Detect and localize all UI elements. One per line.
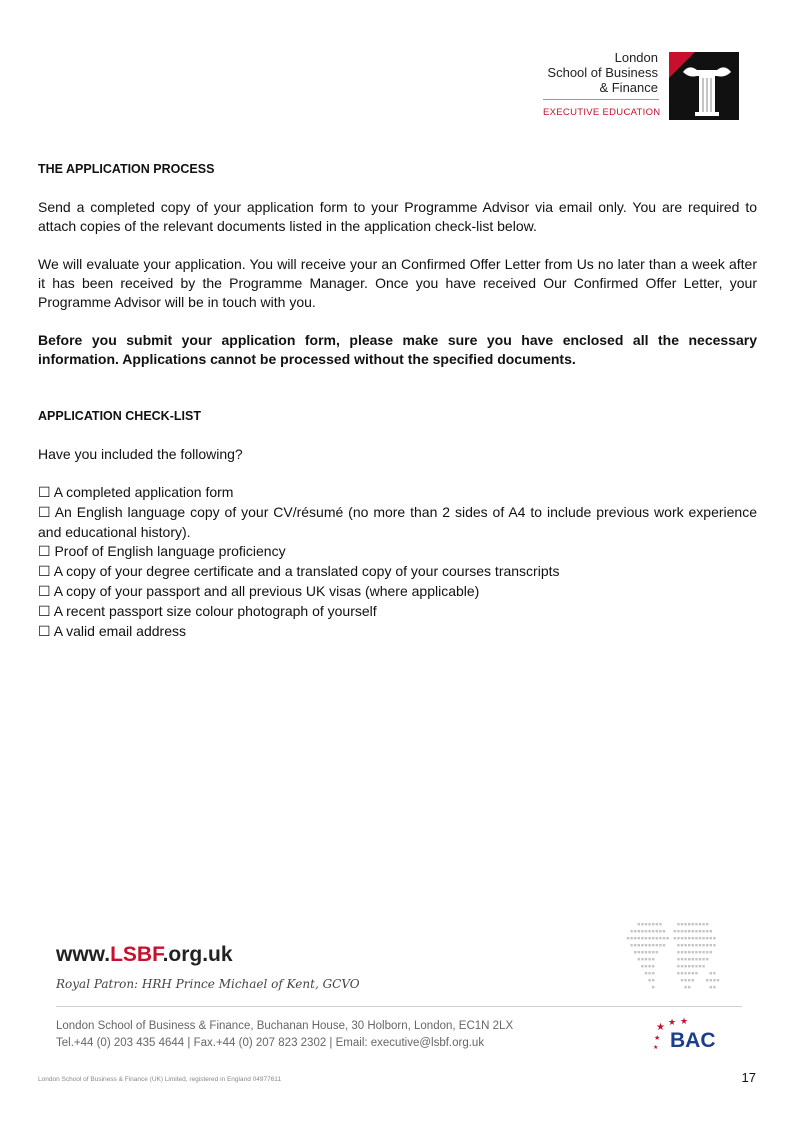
map-dot (706, 923, 708, 925)
map-dot (695, 951, 697, 953)
checklist-item-text: A completed application form (53, 484, 234, 500)
map-dot (717, 979, 719, 981)
checkbox-icon: ☐ (38, 485, 51, 501)
map-dot (688, 972, 690, 974)
map-dot (656, 944, 658, 946)
map-dot (638, 951, 640, 953)
map-dot (684, 930, 686, 932)
footer-divider (56, 1006, 742, 1007)
process-warning: Before you submit your application form, please make sure you have enclosed all the necessary information. Applications cannot be processed without the specified documents. (38, 332, 757, 367)
map-dot (702, 951, 704, 953)
map-dot (695, 930, 697, 932)
map-dot (652, 965, 654, 967)
map-dot (684, 965, 686, 967)
map-dot (648, 930, 650, 932)
map-dot (652, 944, 654, 946)
map-dot (634, 944, 636, 946)
map-dot (702, 930, 704, 932)
map-dot (645, 923, 647, 925)
logo-line: & Finance (599, 80, 658, 95)
checklist-item (38, 483, 757, 503)
checklist-item (38, 622, 757, 642)
map-dot (681, 958, 683, 960)
map-dot (641, 937, 643, 939)
map-dot (648, 944, 650, 946)
footer-address: London School of Business & Finance, Buchanan House, 30 Holborn, London, EC1N 2LX (56, 1020, 514, 1032)
map-dot (677, 944, 679, 946)
footer-address-block (56, 1018, 513, 1052)
map-dot (652, 972, 654, 974)
map-dot (652, 979, 654, 981)
map-dot (684, 972, 686, 974)
map-dot (652, 930, 654, 932)
map-dot (630, 937, 632, 939)
map-dot (666, 937, 668, 939)
map-dot (692, 937, 694, 939)
map-dot (710, 930, 712, 932)
checklist-item-text: Proof of English language proficiency (54, 543, 286, 559)
map-dot (706, 951, 708, 953)
map-dot (688, 951, 690, 953)
map-dot (702, 937, 704, 939)
map-dot (677, 958, 679, 960)
map-dot (688, 958, 690, 960)
page-number: 17 (741, 1070, 756, 1085)
map-dot (652, 937, 654, 939)
map-dot (630, 930, 632, 932)
map-dot (681, 972, 683, 974)
map-dot (713, 937, 715, 939)
map-dot (695, 944, 697, 946)
map-dot (674, 930, 676, 932)
map-dot (634, 951, 636, 953)
map-dot (695, 937, 697, 939)
map-dot (710, 972, 712, 974)
map-dot (692, 923, 694, 925)
checklist-item (38, 562, 757, 582)
map-dot (659, 923, 661, 925)
map-dot (681, 937, 683, 939)
map-dot (706, 958, 708, 960)
map-dot (652, 951, 654, 953)
map-dot (681, 979, 683, 981)
map-dot (648, 979, 650, 981)
map-dot (641, 944, 643, 946)
map-dot (656, 951, 658, 953)
map-dot (688, 944, 690, 946)
map-dot (630, 944, 632, 946)
map-dot (648, 965, 650, 967)
checklist-intro: Have you included the following? (38, 446, 243, 462)
logo-wordmark (547, 50, 658, 95)
map-dot (677, 930, 679, 932)
map-dot (652, 923, 654, 925)
checklist-item-text: A valid email address (53, 623, 186, 639)
checklist-item (38, 503, 757, 542)
bac-logo: BAC (670, 1029, 716, 1052)
map-dot (634, 930, 636, 932)
map-dot (645, 972, 647, 974)
map-dot (645, 944, 647, 946)
map-dot (681, 923, 683, 925)
map-dot (641, 930, 643, 932)
map-dot (663, 930, 665, 932)
map-dot (638, 923, 640, 925)
map-dot (648, 951, 650, 953)
map-dot (699, 937, 701, 939)
map-dot (638, 944, 640, 946)
map-dot (699, 944, 701, 946)
world-map-icon (614, 921, 742, 995)
map-dot (692, 972, 694, 974)
map-dot (684, 951, 686, 953)
map-dot (634, 937, 636, 939)
map-dot (713, 944, 715, 946)
map-dot (648, 937, 650, 939)
logo-divider (543, 99, 659, 100)
process-paragraph-1: Send a completed copy of your application form to your Programme Advisor via email only. You are required to attach copies of the relevant documents listed in the application check-list below. (38, 199, 757, 234)
map-dot (677, 951, 679, 953)
map-dot (699, 965, 701, 967)
map-dot (641, 958, 643, 960)
map-dot (677, 923, 679, 925)
checklist-item-text: An English language copy of your CV/résumé (no more than 2 sides of A4 to include previous work experience and educational history). (38, 504, 757, 540)
url-brand: LSBF (110, 943, 163, 966)
map-dot (702, 923, 704, 925)
map-dot (695, 965, 697, 967)
map-dot (648, 972, 650, 974)
map-dot (706, 944, 708, 946)
map-dot (638, 958, 640, 960)
map-dot (684, 986, 686, 988)
process-paragraph-2: We will evaluate your application. You will receive your an Confirmed Offer Letter from Us no later than a week after it has been received by the Programme Manager. Once you have received Our Confirmed Offer Letter, your Programme Advisor will be in touch with you. (38, 256, 757, 310)
svg-text:★: ★ (653, 1045, 659, 1051)
map-dot (706, 930, 708, 932)
map-dot (645, 958, 647, 960)
map-dot (710, 944, 712, 946)
footer-contact: Tel.+44 (0) 203 435 4644 | Fax.+44 (0) 207 823 2302 | Email: executive@lsbf.org.uk (56, 1037, 485, 1049)
map-dot (695, 972, 697, 974)
map-dot (641, 951, 643, 953)
map-dot (692, 951, 694, 953)
map-dot (663, 944, 665, 946)
map-dot (688, 937, 690, 939)
map-dot (692, 930, 694, 932)
map-dot (648, 923, 650, 925)
map-dot (695, 958, 697, 960)
svg-text:★: ★ (668, 1017, 677, 1027)
checklist-item-text: A copy of your passport and all previous UK visas (where applicable) (53, 583, 480, 599)
map-dot (681, 965, 683, 967)
map-dot (659, 930, 661, 932)
checklist-item-text: A copy of your degree certificate and a translated copy of your courses transcripts (53, 563, 560, 579)
map-dot (699, 923, 701, 925)
map-dot (692, 958, 694, 960)
map-dot (652, 986, 654, 988)
map-dot (663, 937, 665, 939)
map-dot (713, 979, 715, 981)
document-body (38, 160, 757, 642)
map-dot (706, 979, 708, 981)
map-dot (710, 951, 712, 953)
url-suffix: .org.uk (162, 943, 233, 966)
map-dot (638, 937, 640, 939)
map-dot (699, 958, 701, 960)
map-dot (692, 979, 694, 981)
map-dot (652, 958, 654, 960)
map-dot (681, 951, 683, 953)
url-prefix: www. (56, 943, 111, 966)
footer-website (56, 943, 233, 967)
map-dot (684, 937, 686, 939)
royal-patron: Royal Patron: HRH Prince Michael of Kent, GCVO (56, 977, 360, 991)
map-dot (648, 958, 650, 960)
map-dot (674, 937, 676, 939)
logo-line: School of Business (547, 65, 658, 80)
checkbox-icon: ☐ (38, 505, 51, 521)
map-dot (713, 972, 715, 974)
map-dot (710, 986, 712, 988)
map-dot (692, 944, 694, 946)
svg-text:★: ★ (656, 1022, 665, 1033)
map-dot (659, 937, 661, 939)
map-dot (645, 965, 647, 967)
map-dot (645, 951, 647, 953)
company-registration: London School of Business & Finance (UK) Limited, registered in England 04977611 (38, 1076, 282, 1083)
map-dot (638, 930, 640, 932)
map-dot (677, 972, 679, 974)
map-dot (659, 944, 661, 946)
map-dot (681, 930, 683, 932)
checklist-item (38, 602, 757, 622)
logo-line: London (614, 50, 658, 65)
map-dot (627, 937, 629, 939)
map-dot (684, 979, 686, 981)
checkbox-icon: ☐ (38, 624, 51, 640)
map-dot (710, 979, 712, 981)
map-dot (702, 958, 704, 960)
application-process-heading: THE APPLICATION PROCESS (38, 162, 215, 176)
map-dot (688, 930, 690, 932)
map-dot (641, 923, 643, 925)
map-dot (706, 937, 708, 939)
checkbox-icon: ☐ (38, 584, 51, 600)
column-emblem-icon (669, 52, 739, 120)
map-dot (656, 930, 658, 932)
map-dot (692, 965, 694, 967)
map-dot (645, 937, 647, 939)
checkbox-icon: ☐ (38, 604, 51, 620)
map-dot (677, 965, 679, 967)
map-dot (688, 965, 690, 967)
map-dot (684, 923, 686, 925)
map-dot (656, 923, 658, 925)
svg-text:★: ★ (654, 1035, 661, 1042)
map-dot (699, 951, 701, 953)
map-dot (677, 937, 679, 939)
checklist-heading: APPLICATION CHECK-LIST (38, 409, 201, 423)
checklist-item (38, 542, 757, 562)
map-dot (713, 986, 715, 988)
checklist-item-text: A recent passport size colour photograph of yourself (53, 603, 377, 619)
map-dot (688, 923, 690, 925)
map-dot (656, 937, 658, 939)
checkbox-icon: ☐ (38, 544, 51, 560)
map-dot (645, 930, 647, 932)
svg-text:★: ★ (680, 1016, 689, 1026)
map-dot (684, 958, 686, 960)
map-dot (710, 937, 712, 939)
map-dot (688, 979, 690, 981)
map-dot (681, 944, 683, 946)
checklist-item (38, 582, 757, 602)
map-dot (699, 930, 701, 932)
map-dot (688, 986, 690, 988)
logo-subtitle: EXECUTIVE EDUCATION (543, 107, 661, 118)
map-dot (695, 923, 697, 925)
checkbox-icon: ☐ (38, 564, 51, 580)
map-dot (702, 965, 704, 967)
map-dot (684, 944, 686, 946)
map-dot (702, 944, 704, 946)
map-dot (641, 965, 643, 967)
